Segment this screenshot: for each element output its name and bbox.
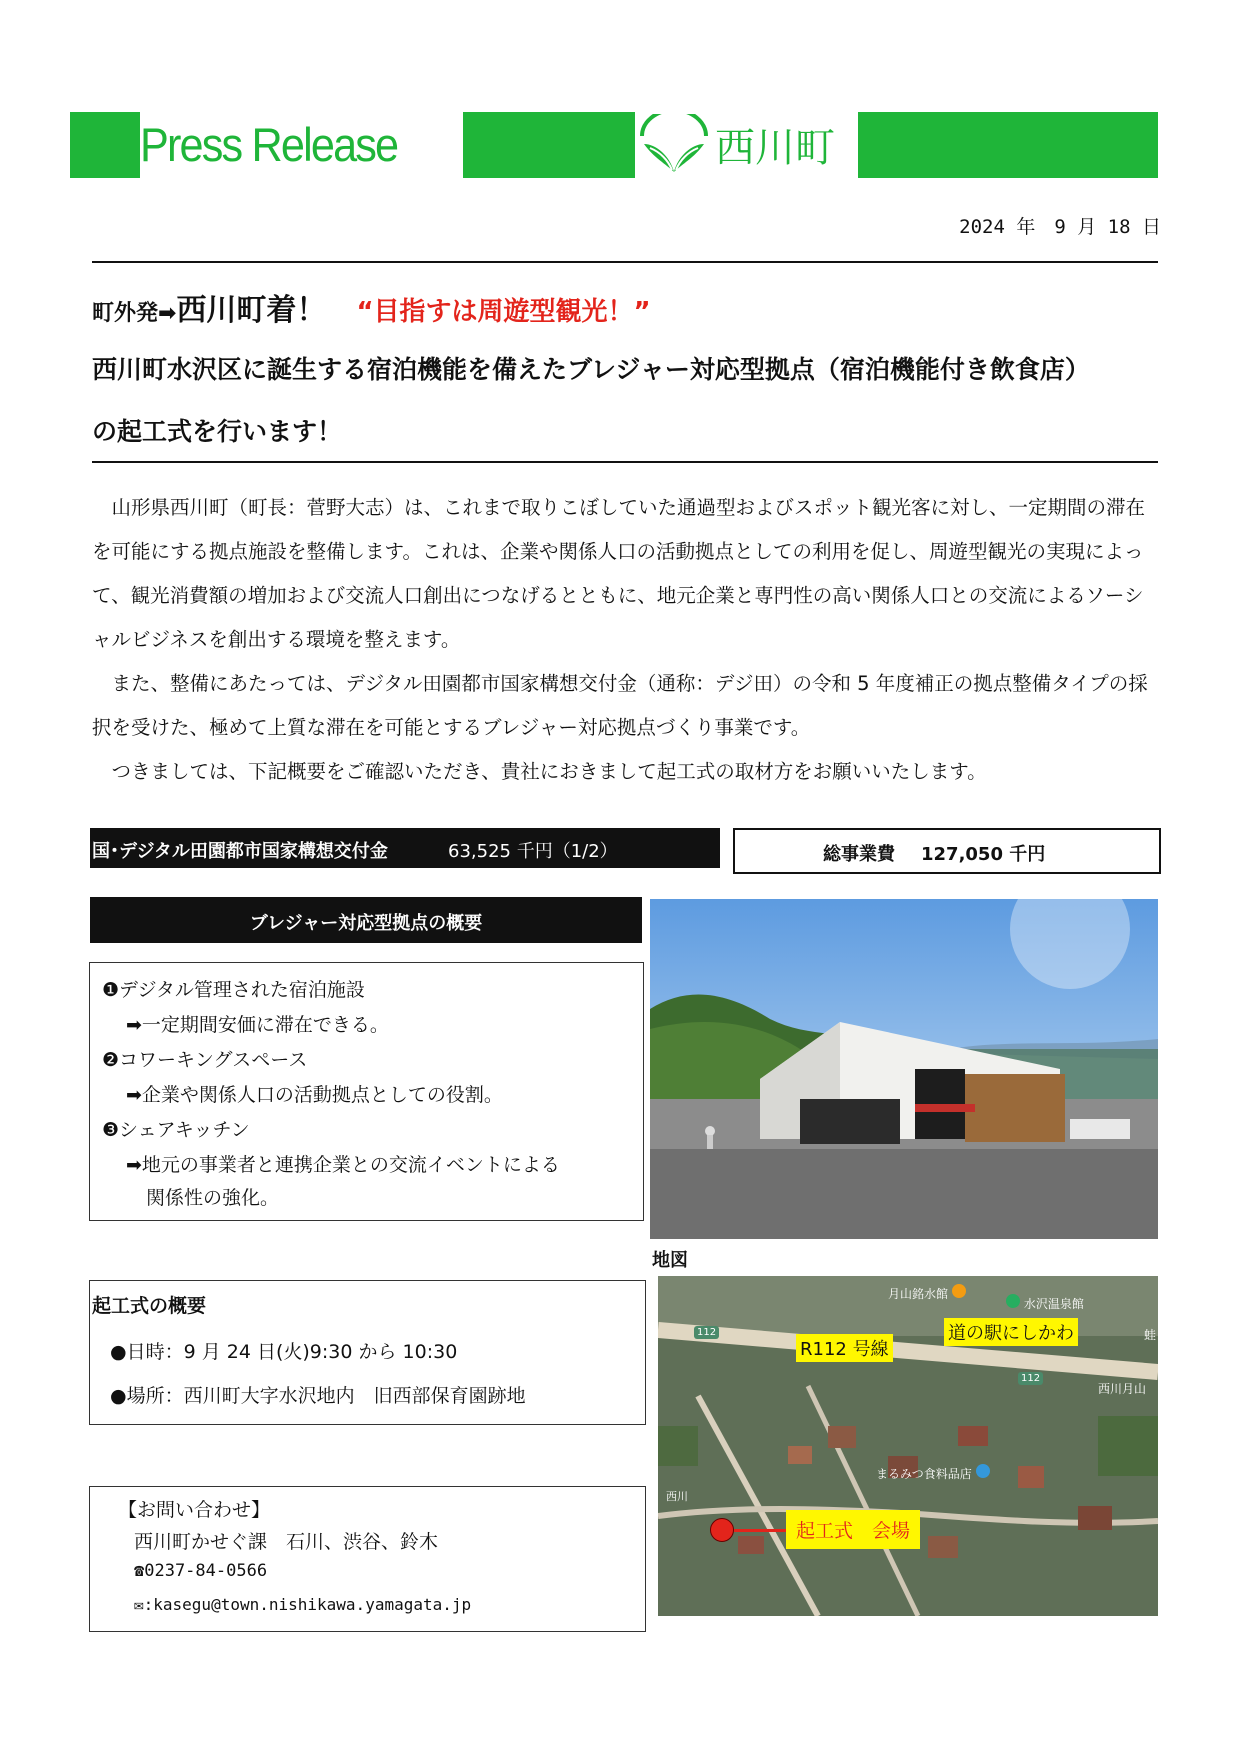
body-paragraph-2: また、整備にあたっては、デジタル田園都市国家構想交付金（通称：デジ田）の令和 5 年度補正の拠点整備タイプの採択を受けた、極めて上質な滞在を可能とするブレジャー対応拠点づくり事業です。 [92,672,1148,739]
total-cost-value: 127,050 千円 [921,844,1046,865]
contact-phone: ☎0237-84-0566 [134,1561,268,1581]
headline [92,285,651,329]
contact-box [89,1486,646,1632]
poi-gassan: 西川月山 [1098,1382,1147,1396]
headline-prefix: 町外発➡ [92,301,177,326]
header-bar-left [70,112,140,178]
shopping-pin-icon [976,1464,990,1478]
header-bar-middle [463,112,635,178]
press-release-title: Press Release [140,118,398,171]
road-number-1: 112 [694,1326,719,1339]
ceremony-place: ●場所：西川町大字水沢地内 旧西部保育園跡地 [110,1385,526,1407]
venue-connector [734,1529,786,1532]
overview-item-3-detail: ➡地元の事業者と連携企業との交流イベントによる [126,1154,560,1176]
contact-department: 西川町かせぐ課 石川、渋谷、鈴木 [134,1531,439,1553]
release-date: 2024 年 9 月 18 日 [959,216,1161,238]
poi-top: 月山銘水館 [888,1284,966,1302]
headline-subtitle-cont: の起工式を行います！ [92,417,343,446]
grant-bar [90,828,720,868]
venue-label: 起工式 会場 [786,1510,920,1549]
town-name-logo: 西川町 [715,125,835,171]
poi-edge: 蛙 [1144,1328,1157,1342]
divider-top [92,261,1158,263]
route-label: R112 号線 [796,1334,893,1362]
station-label: 道の駅にしかわ [944,1318,1078,1346]
headline-slogan: “目指すは周遊型観光！” [356,297,651,327]
contact-email[interactable]: ✉:kasegu@town.nishikawa.yamagata.jp [134,1595,472,1614]
body-paragraph-3: つきましては、下記概要をご確認いただき、貴社におきまして起工式の取材方をお願いいたします。 [111,760,987,783]
headline-subtitle: 西川町水沢区に誕生する宿泊機能を備えたブレジャー対応型拠点（宿泊機能付き飲食店） [92,355,1090,384]
overview-heading-bar [90,897,642,943]
grant-value: 63,525 千円（1/2） [448,841,618,862]
header-bar-right [858,112,1158,178]
divider-bottom [92,461,1158,463]
overview-item-3: ❸シェアキッチン [102,1119,250,1141]
overview-item-2-detail: ➡企業や関係人口の活動拠点としての役割。 [126,1084,503,1106]
grant-label: 国･デジタル田園都市国家構想交付金 [92,841,388,862]
poi-onsen: 水沢温泉館 [1006,1294,1084,1312]
body-paragraph-1: 山形県西川町（町長：菅野大志）は、これまで取りこぼしていた通過型およびスポット観光客に対し、一定期間の滞在を可能にする拠点施設を整備します。これは、企業や関係人口の活動拠点としての利用を促し、周遊型観光の実現によって、観光消費額の増加および交流人口創出につなげるとともに、地元企業と専門性の高い関係人口との交流によるソーシャルビジネスを創出する環境を整えます。 [92,496,1146,651]
ceremony-datetime: ●日時：9 月 24 日(火)9:30 から 10:30 [110,1341,458,1363]
building-rendering-image [650,899,1158,1239]
restaurant-pin-icon [952,1284,966,1298]
road-number-2: 112 [1018,1372,1043,1385]
overview-item-3-detail-cont: 関係性の強化。 [146,1187,280,1209]
venue-marker-icon [710,1518,734,1542]
map-caption: 地図 [652,1250,688,1271]
overview-item-1: ❶デジタル管理された宿泊施設 [102,979,365,1001]
headline-main: 西川町着！ [176,293,327,328]
poi-store: まるみつ食料品店 [876,1464,990,1482]
onsen-pin-icon [1006,1294,1020,1308]
overview-box [89,962,644,1221]
overview-item-1-detail: ➡一定期間安価に滞在できる。 [126,1014,389,1036]
ceremony-box [89,1280,646,1425]
nishikawa-logo-icon [636,114,712,178]
overview-heading: ブレジャー対応型拠点の概要 [249,913,483,934]
total-cost-box [733,828,1161,874]
poi-nishikawa: 西川 [666,1490,688,1503]
ceremony-heading: 起工式の概要 [92,1295,207,1317]
body-paragraphs [92,486,1162,794]
contact-heading: 【お問い合わせ】 [118,1499,271,1521]
overview-item-2: ❷コワーキングスペース [102,1049,308,1071]
location-map-image [658,1276,1158,1616]
total-cost-label: 総事業費 [823,844,895,865]
